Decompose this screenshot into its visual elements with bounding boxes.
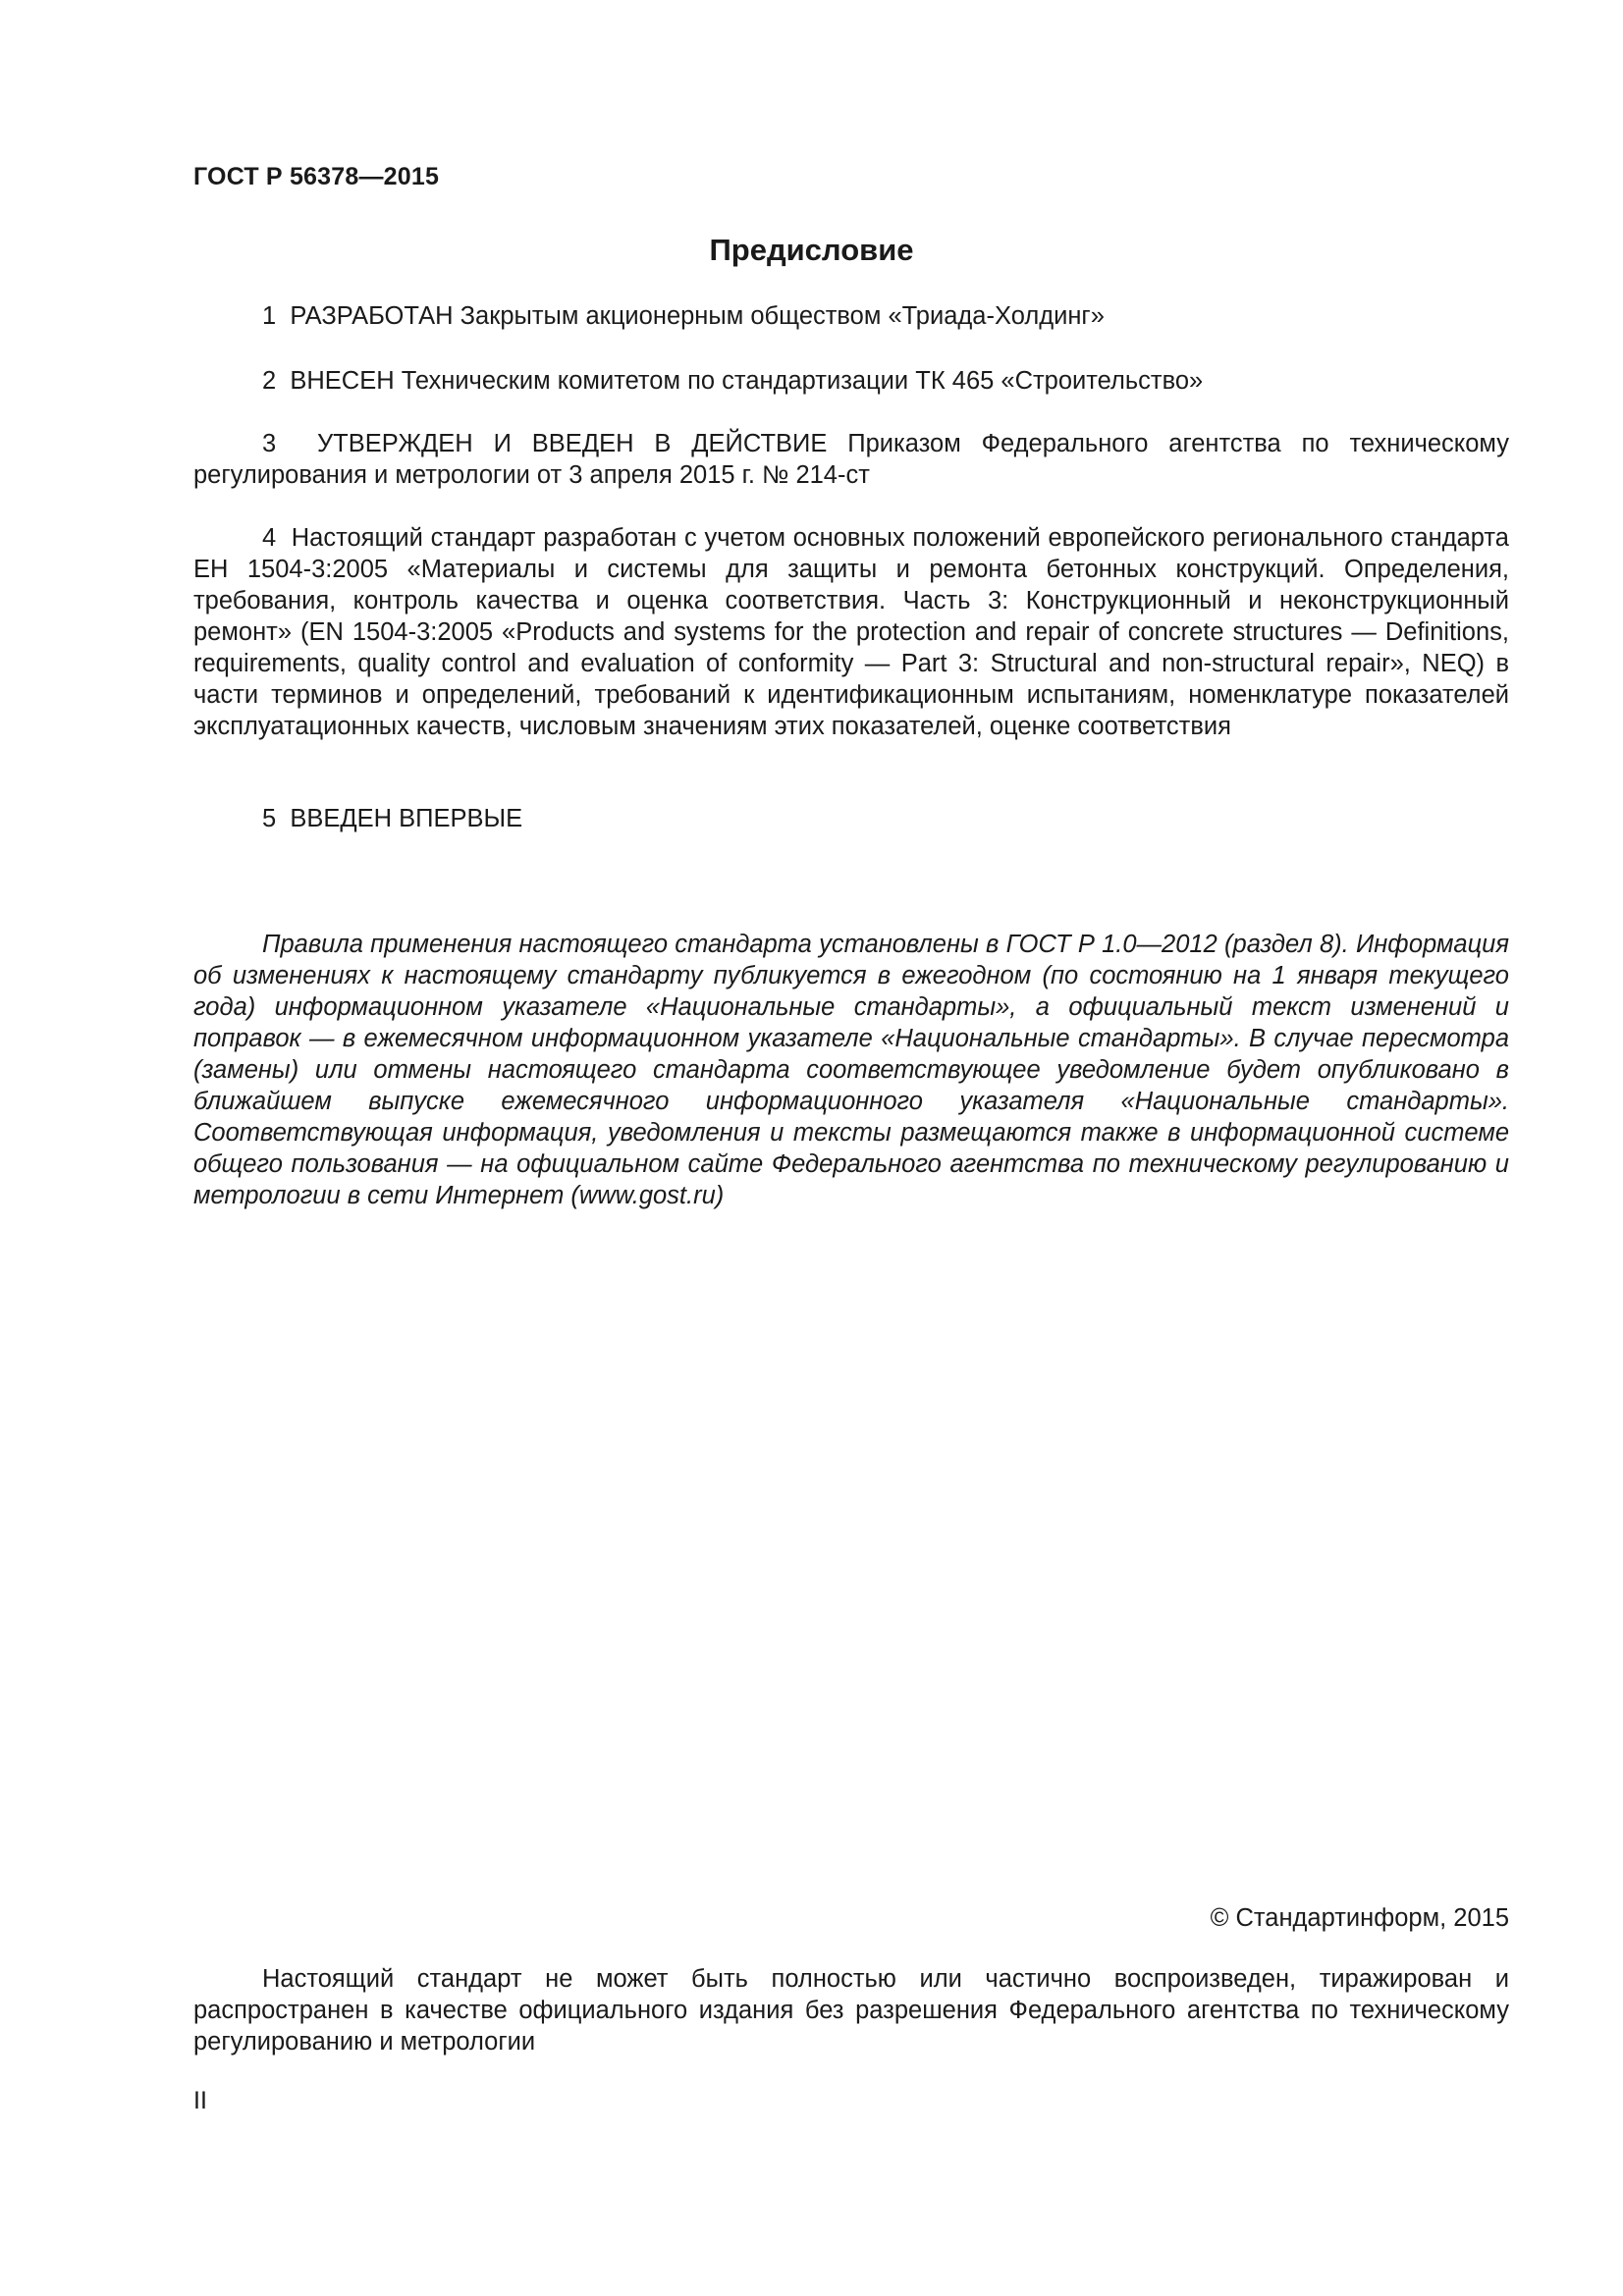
- item-text: Настоящий стандарт разработан с учетом основных положений европейского регионального стандарта ЕН 1504-3:2005 «Материалы и системы для защиты и ремонта бетонных конструкций. Определения, требования, контроль качества и оценка соответствия. Часть 3: Конструкционный и неконструкционный ремонт» (EN 1504-3:2005 «Products and systems for the protection and repair of concrete structures — Definitions, requirements, quality control and evaluation of conformity — Part 3: Structural and non-structural repair», NEQ) в части терминов и определений, требований к идентификационным испытаниям, номенклатуре показателей эксплуатационных качеств, числовым значениям этих показателей, оценке соответствия: [193, 524, 1509, 740]
- foreword-item-4: [193, 522, 1509, 742]
- item-text: ВВЕДЕН ВПЕРВЫЕ: [290, 805, 523, 832]
- copyright-line: © Стандартинформ, 2015: [1210, 1904, 1509, 1932]
- item-text: РАЗРАБОТАН Закрытым акционерным обществом «Триада-Холдинг»: [290, 302, 1105, 330]
- item-number: 5: [262, 805, 277, 832]
- item-text: УТВЕРЖДЕН И ВВЕДЕН В ДЕЙСТВИЕ Приказом Федерального агентства по техническому регулирования и метрологии от 3 апреля 2015 г. № 214-ст: [193, 430, 1509, 489]
- foreword-item-5: [193, 803, 1509, 834]
- item-number: 2: [262, 367, 277, 395]
- page-title: Предисловие: [709, 233, 914, 267]
- item-number: 3: [262, 430, 277, 457]
- reproduction-text: Настоящий стандарт не может быть полностью или частично воспроизведен, тиражирован и распространен в качестве официального издания без разрешения Федерального агентства по техническому регулированию и метрологии: [193, 1965, 1509, 2056]
- foreword-item-2: [193, 365, 1509, 397]
- reproduction-notice: [193, 1963, 1509, 2057]
- document-code: ГОСТ Р 56378—2015: [193, 163, 440, 190]
- notice-text: Правила применения настоящего стандарта установлены в ГОСТ Р 1.0—2012 (раздел 8). Информация об изменениях к настоящему стандарту публикуется в ежегодном (по состоянию на 1 января текущего года) информационном указателе «Национальные стандарты», а официальный текст изменений и поправок — в ежемесячном информационном указателе «Национальные стандарты». В случае пересмотра (замены) или отмены настоящего стандарта соответствующее уведомление будет опубликовано в ближайшем выпуске ежемесячного информационного указателя «Национальные стандарты». Соответствующая информация, уведомления и тексты размещаются также в информационной системе общего пользования — на официальном сайте Федерального агентства по техническому регулированию и метрологии в сети Интернет (www.gost.ru): [193, 931, 1509, 1209]
- foreword-item-3: [193, 428, 1509, 491]
- foreword-item-1: [193, 300, 1509, 332]
- item-number: 1: [262, 302, 277, 330]
- page-number: II: [193, 2087, 207, 2114]
- item-number: 4: [262, 524, 277, 552]
- item-text: ВНЕСЕН Техническим комитетом по стандартизации ТК 465 «Строительство»: [290, 367, 1204, 395]
- application-notice: [193, 929, 1509, 1211]
